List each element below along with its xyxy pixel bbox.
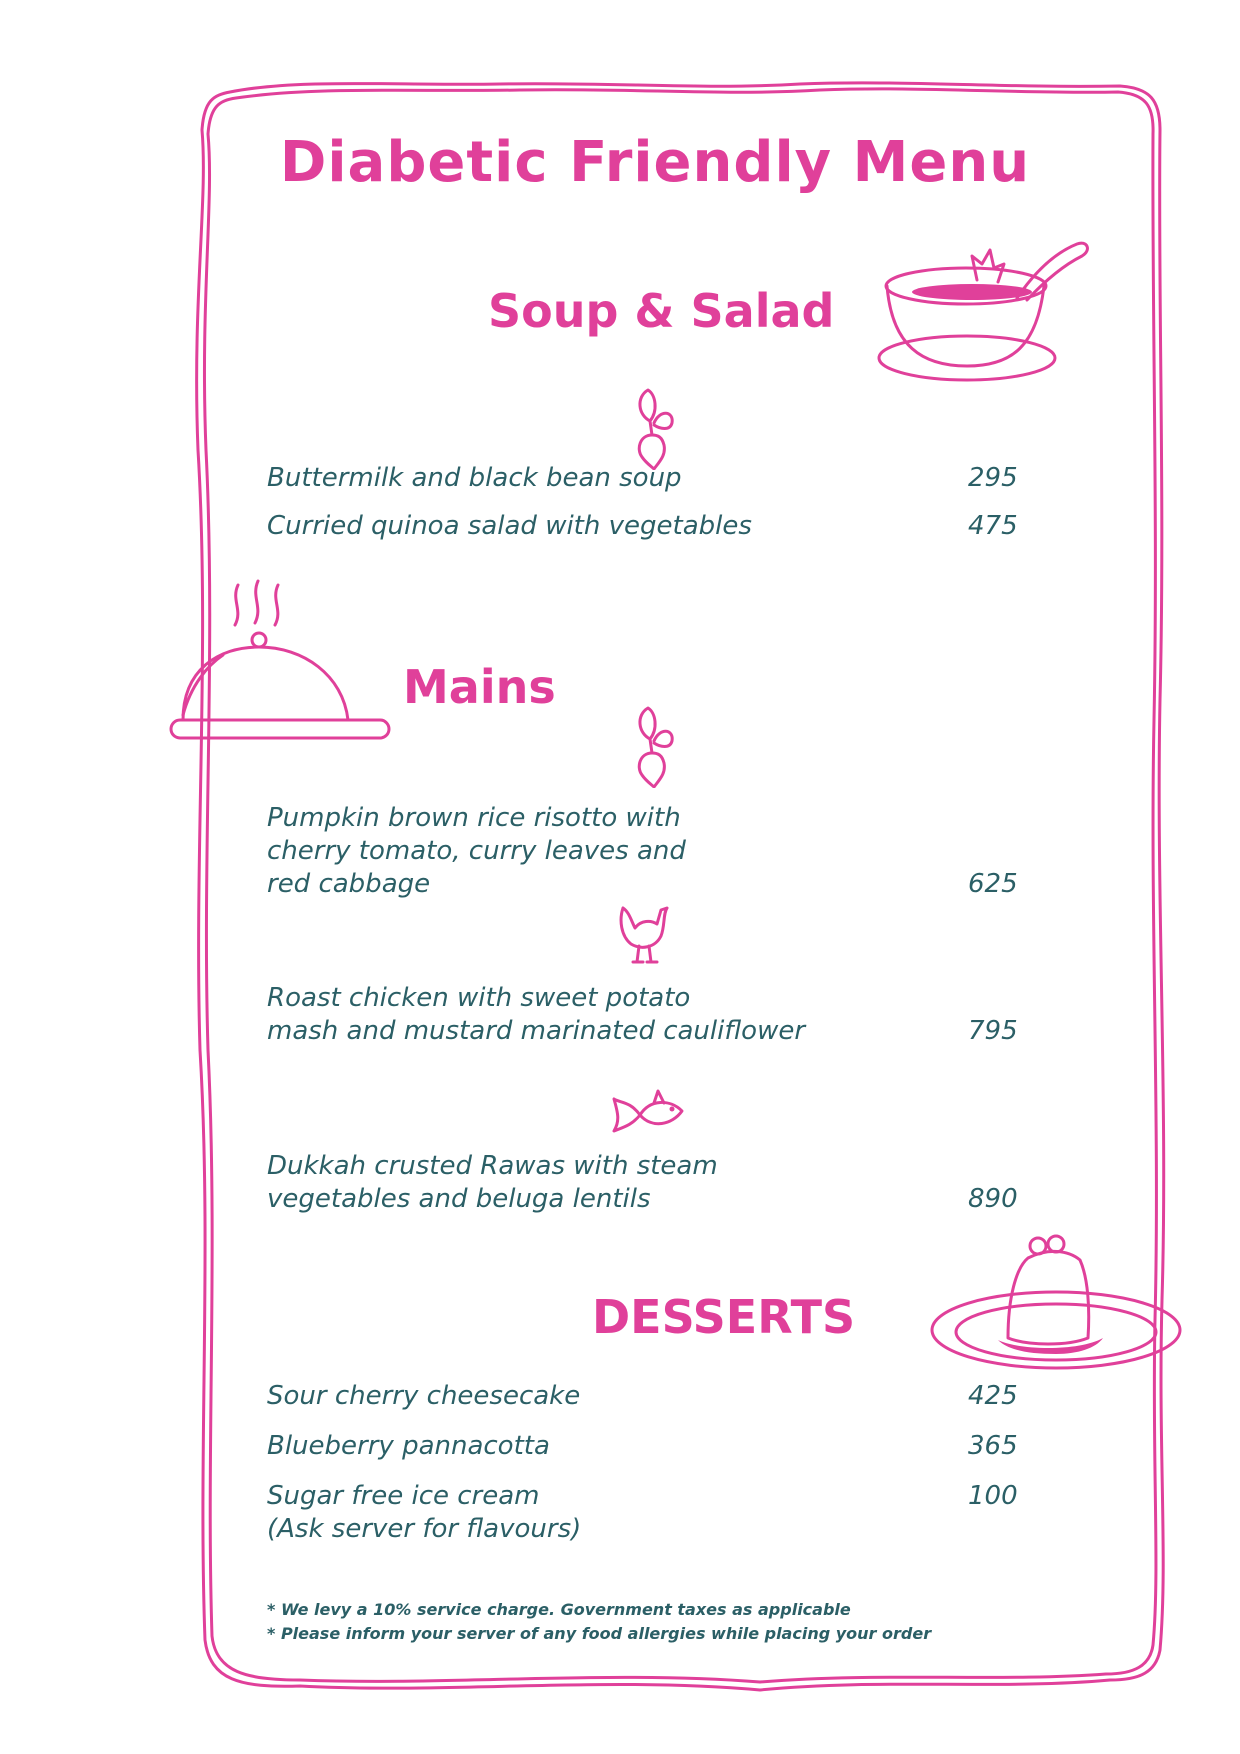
- soup-bowl-icon: [872, 236, 1102, 386]
- menu-item-price: 475: [968, 511, 1018, 541]
- menu-item-name: Blueberry pannacotta: [267, 1431, 550, 1461]
- section-heading-mains: Mains: [403, 660, 556, 714]
- section-heading-soup-salad: Soup & Salad: [488, 284, 835, 338]
- menu-item-name: Dukkah crusted Rawas with steam vegetables and beluga lentils: [267, 1151, 718, 1214]
- radish-icon: [630, 703, 680, 788]
- footnote-allergies: * Please inform your server of any food allergies while placing your order: [267, 1624, 932, 1643]
- menu-item-price: 795: [968, 1016, 1018, 1046]
- radish-icon: [630, 385, 680, 470]
- chicken-icon: [615, 900, 675, 970]
- menu-item-name: Pumpkin brown rice risotto with cherry tomato, curry leaves and red cabbage: [267, 803, 686, 899]
- section-heading-desserts: DESSERTS: [592, 1290, 856, 1344]
- footnote-service-charge: * We levy a 10% service charge. Government taxes as applicable: [267, 1600, 851, 1619]
- menu-item-name: Sour cherry cheesecake: [267, 1381, 581, 1411]
- menu-item-price: 100: [968, 1481, 1018, 1511]
- menu-item-name: Buttermilk and black bean soup: [267, 463, 682, 493]
- menu-item-price: 625: [968, 869, 1018, 899]
- cloche-icon: [163, 575, 403, 750]
- menu-item-price: 295: [968, 463, 1018, 493]
- menu-item-price: 890: [968, 1184, 1018, 1214]
- menu-item-name: Roast chicken with sweet potato mash and mustard marinated cauliflower: [267, 983, 806, 1046]
- footnotes: [267, 1598, 931, 1646]
- menu-item-name: Sugar free ice cream (Ask server for flavours): [267, 1481, 582, 1544]
- menu-item-price: 365: [968, 1431, 1018, 1461]
- fish-icon: [610, 1085, 690, 1145]
- page-title: Diabetic Friendly Menu: [279, 130, 1031, 195]
- pudding-plate-icon: [928, 1228, 1190, 1373]
- menu-item-name: Curried quinoa salad with vegetables: [267, 511, 752, 541]
- menu-item-price: 425: [968, 1381, 1018, 1411]
